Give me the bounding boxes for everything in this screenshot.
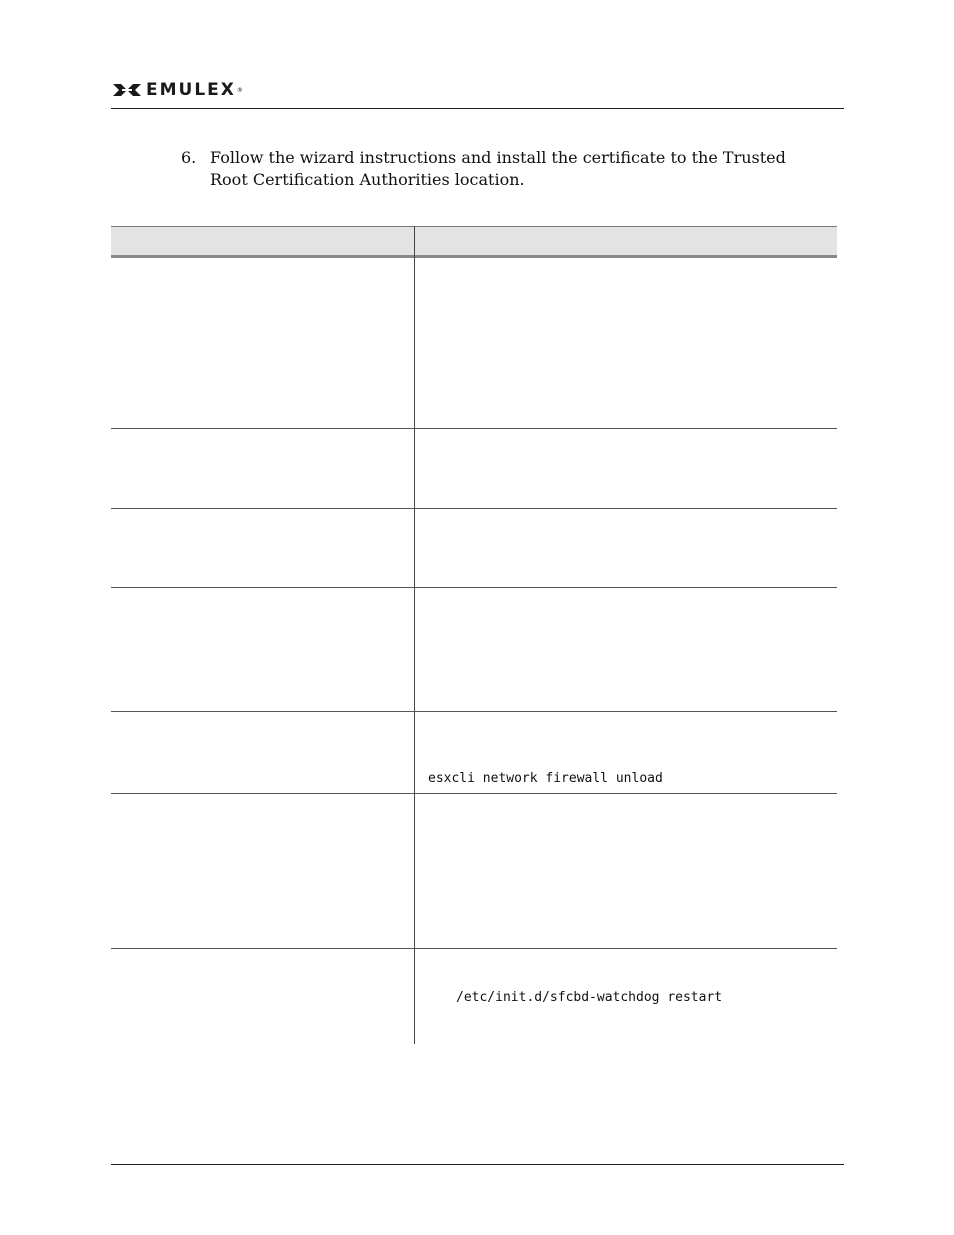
step-text: Follow the wizard instructions and install the certificate to the Trusted Root Certification Authorities location. [210,148,786,189]
footer-rule [111,1164,844,1165]
column-divider [414,226,415,1044]
page-header [112,80,243,100]
info-table [111,226,837,1044]
header-rule [111,108,844,109]
code-firewall-unload: esxcli network firewall unload [428,771,663,786]
trademark-symbol: ® [236,86,243,94]
brand-name: EMULEX [146,80,236,100]
emulex-logo-icon [112,82,142,98]
row-divider [111,948,837,949]
row-divider [111,428,837,429]
row-divider [111,508,837,509]
instruction-step [181,147,821,191]
row-divider [111,587,837,588]
row-divider [111,793,837,794]
code-sfcbd-restart: /etc/init.d/sfcbd-watchdog restart [456,990,723,1005]
table-header [111,226,837,258]
step-number: 6. [181,148,197,167]
row-divider [111,711,837,712]
